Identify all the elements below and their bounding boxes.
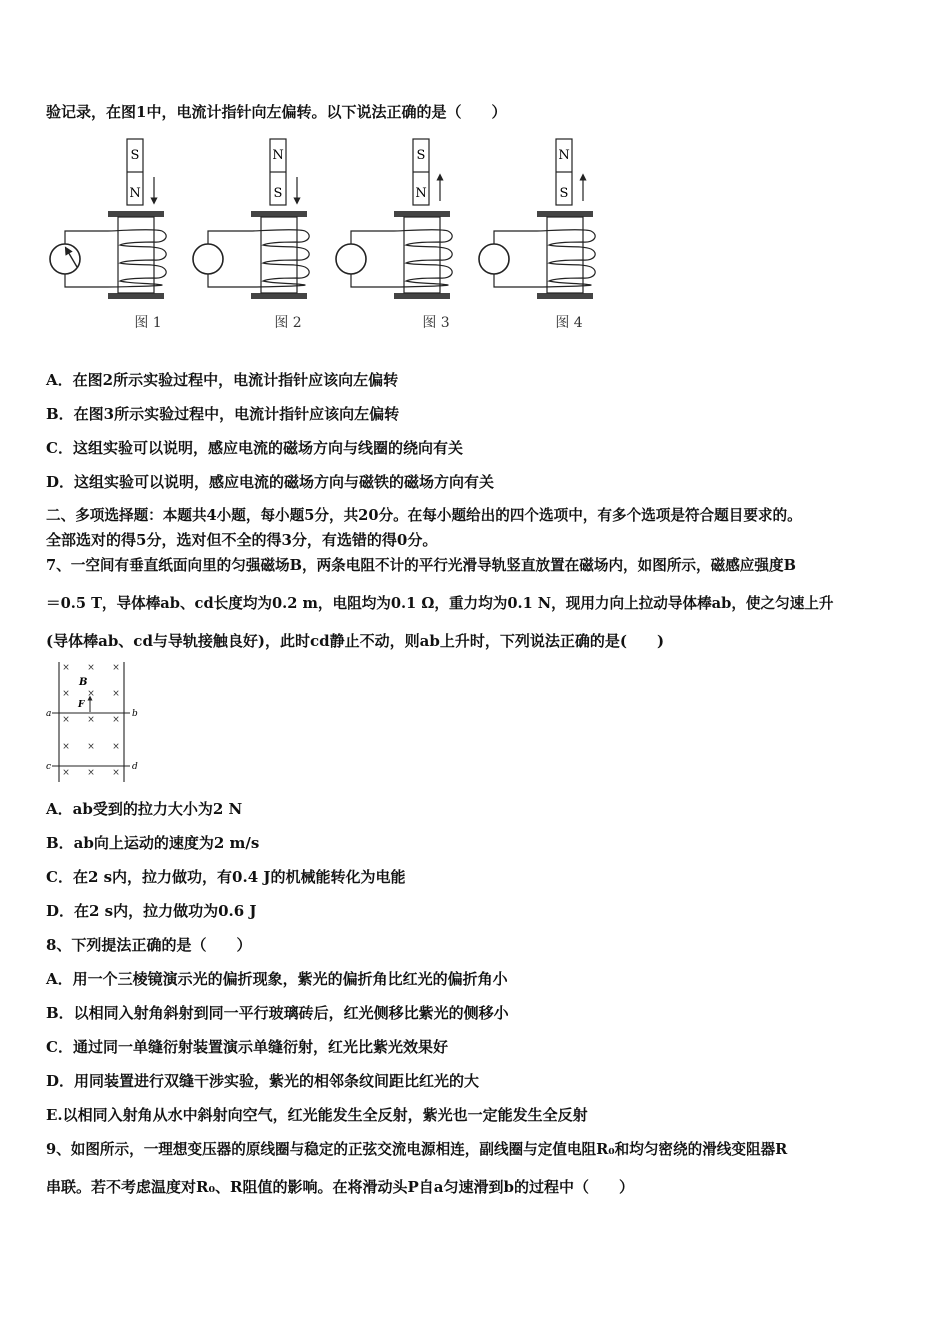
magnet-4-bottom: S [559, 186, 569, 201]
label-c: c [46, 762, 52, 772]
q7-option-c: C．在2 s内，拉力做功，有0.4 J的机械能转化为电能 [46, 868, 406, 886]
section2-heading-cont: 全部选对的得5分，选对但不全的得3分，有选错的得0分。 [46, 531, 438, 549]
q7-option-d: D．在2 s内，拉力做功为0.6 J [46, 902, 257, 920]
q8-option-d: D．用同装置进行双缝干涉实验，紫光的相邻条纹间距比红光的大 [46, 1072, 480, 1090]
q8-option-c: C．通过同一单缝衍射装置演示单缝衍射，红光比紫光效果好 [46, 1038, 448, 1056]
caption-4: 图 4 [555, 315, 583, 331]
q8-stem: 8、下列提法正确的是（ ） [46, 936, 252, 954]
label-d: d [132, 762, 138, 772]
label-B: B [79, 677, 88, 688]
q6-option-d: D．这组实验可以说明，感应电流的磁场方向与磁铁的磁场方向有关 [46, 473, 495, 491]
q8-option-a: A．用一个三棱镜演示光的偏折现象，紫光的偏折角比红光的偏折角小 [46, 970, 508, 988]
label-F: F [78, 700, 85, 710]
intro-text: 验记录，在图1中，电流计指针向左偏转。以下说法正确的是（ ） [46, 103, 507, 121]
cross-mark: × [112, 689, 120, 699]
setup-1 [50, 139, 166, 331]
q7-option-a: A．ab受到的拉力大小为2 N [46, 800, 243, 818]
induction-figure [40, 135, 600, 339]
magnet-1-top: S [130, 148, 140, 163]
cross-mark: × [62, 768, 70, 778]
cross-mark: × [87, 768, 95, 778]
q7-stem-1: 7、一空间有垂直纸面向里的匀强磁场B，两条电阻不计的平行光滑导轨竖直放置在磁场内，如图所示，磁感应强度B [46, 557, 796, 574]
q6-option-b: B．在图3所示实验过程中，电流计指针应该向左偏转 [46, 405, 400, 423]
q7-stem-3: (导体棒ab、cd与导轨接触良好)，此时cd静止不动，则ab上升时，下列说法正确的是( ) [46, 632, 665, 650]
q7-option-b: B．ab向上运动的速度为2 m/s [46, 834, 260, 852]
setup-3 [336, 139, 452, 331]
q8-option-b: B．以相同入射角斜射到同一平行玻璃砖后，红光侧移比紫光的侧移小 [46, 1004, 509, 1022]
magnet-2-bottom: S [273, 186, 283, 201]
caption-2: 图 2 [274, 315, 302, 331]
cross-mark: × [112, 768, 120, 778]
caption-1: 图 1 [134, 315, 162, 331]
setup-4 [479, 139, 595, 331]
q7-stem-2: ＝0.5 T，导体棒ab、cd长度均为0.2 m，电阻均为0.1 Ω，重力均为0.1 N，现用力向上拉动导体棒ab，使之匀速上升 [46, 595, 834, 612]
cross-mark: × [112, 715, 120, 725]
cross-mark: × [112, 663, 120, 673]
cross-mark: × [87, 663, 95, 673]
cross-mark: × [87, 742, 95, 752]
induction-figure-svg [40, 135, 600, 335]
label-a: a [46, 709, 52, 719]
cross-mark: × [62, 742, 70, 752]
q9-stem-1: 9、如图所示，一理想变压器的原线圈与稳定的正弦交流电源相连，副线圈与定值电阻R₀和均匀密绕的滑线变阻器R [46, 1141, 788, 1158]
caption-3: 图 3 [422, 315, 450, 331]
field-crosses [62, 663, 120, 778]
cross-mark: × [62, 715, 70, 725]
magnet-3-top: S [416, 148, 426, 163]
cross-mark: × [87, 715, 95, 725]
q8-option-e: E.以相同入射角从水中斜射向空气，红光能发生全反射，紫光也一定能发生全反射 [46, 1106, 588, 1124]
cross-mark: × [62, 689, 70, 699]
q6-option-a: A．在图2所示实验过程中，电流计指针应该向左偏转 [46, 371, 399, 389]
magnet-3-bottom: N [415, 186, 427, 201]
rails-figure-svg [40, 660, 150, 785]
cross-mark: × [112, 742, 120, 752]
q6-option-c: C．这组实验可以说明，感应电流的磁场方向与线圈的绕向有关 [46, 439, 463, 457]
magnet-2-top: N [272, 148, 284, 163]
section2-heading: 二、多项选择题：本题共4小题，每小题5分，共20分。在每小题给出的四个选项中，有多个选项是符合题目要求的。 [46, 507, 802, 524]
label-b: b [132, 709, 138, 719]
q9-stem-2: 串联。若不考虑温度对R₀、R阻值的影响。在将滑动头P自a匀速滑到b的过程中（ ） [46, 1178, 634, 1196]
magnet-4-top: N [558, 148, 570, 163]
rails-figure [40, 660, 150, 789]
cross-mark: × [62, 663, 70, 673]
setup-2 [193, 139, 309, 331]
magnet-1-bottom: N [129, 186, 141, 201]
cross-mark: × [87, 689, 95, 699]
